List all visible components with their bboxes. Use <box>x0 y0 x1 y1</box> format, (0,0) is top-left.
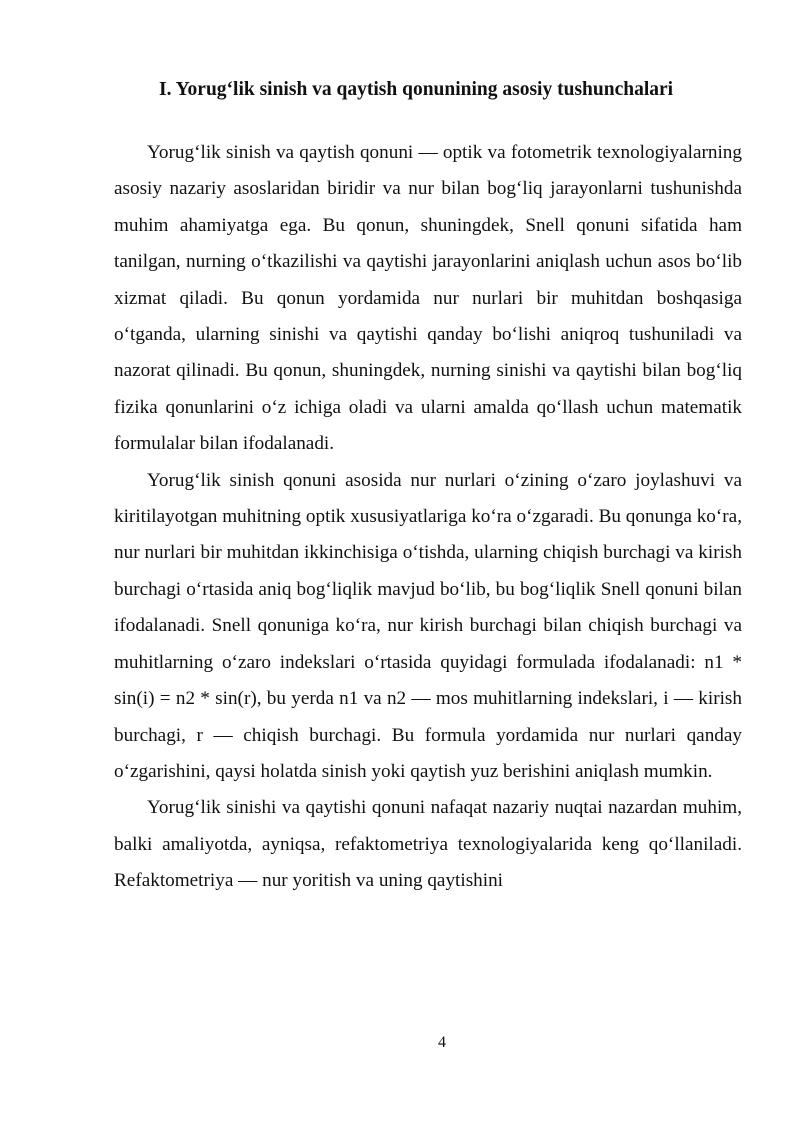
page-number: 4 <box>438 1034 446 1051</box>
paragraph-2: Yorug‘lik sinish qonuni asosida nur nurlari o‘zining o‘zaro joylashuvi va kiritilayotgan muhitning optik xususiyatlariga ko‘ra o‘zgaradi. Bu qonunga ko‘ra, nur nurlari bir muhitdan ikkinchisiga o‘tishda, ularning chiqish burchagi va kirish burchagi o‘rtasida aniq bog‘liqlik mavjud bo‘lib, bu bog‘liqlik Snell qonuni bilan ifodalanadi. Snell qonuniga ko‘ra, nur kirish burchagi bilan chiqish burchagi va muhitlarning o‘zaro indekslari o‘rtasida quyidagi formulada ifodalanadi: n1 * sin(i) = n2 * sin(r), bu yerda n1 va n2 — mos muhitlarning indekslari, i — kirish burchagi, r — chiqish burchagi. Bu formula yordamida nur nurlari qanday o‘zgarishini, qaysi holatda sinish yoki qaytish yuz berishini aniqlash mumkin. <box>114 469 742 782</box>
paragraph-1: Yorug‘lik sinish va qaytish qonuni — optik va fotometrik texnologiyalarning asosiy nazariy asoslaridan biridir va nur bilan bog‘liq jarayonlarni tushunishda muhim ahamiyatga ega. Bu qonun, shuningdek, Snell qonuni sifatida ham tanilgan, nurning o‘tkazilishi va qaytishi jarayonlarini aniqlash uchun asos bo‘lib xizmat qiladi. Bu qonun yordamida nur nurlari bir muhitdan boshqasiga o‘tganda, ularning sinishi va qaytishi qanday bo‘lishi aniqroq tushuniladi va nazorat qilinadi. Bu qonun, shuningdek, nurning sinishi va qaytishi bilan bog‘liq fizika qonunlarini o‘z ichiga oladi va ularni amalda qo‘llash uchun matematik formulalar bilan ifodalanadi. <box>114 142 742 455</box>
paragraph-3: Yorug‘lik sinishi va qaytishi qonuni nafaqat nazariy nuqtai nazardan muhim, balki amaliyotda, ayniqsa, refaktometriya texnologiyalarida keng qo‘llaniladi. Refaktometriya — nur yoritish va uning qaytishini <box>114 797 742 892</box>
section-heading: I. Yorug‘lik sinish va qaytish qonunining asosiy tushunchalari <box>159 79 674 100</box>
body-text <box>114 135 742 900</box>
